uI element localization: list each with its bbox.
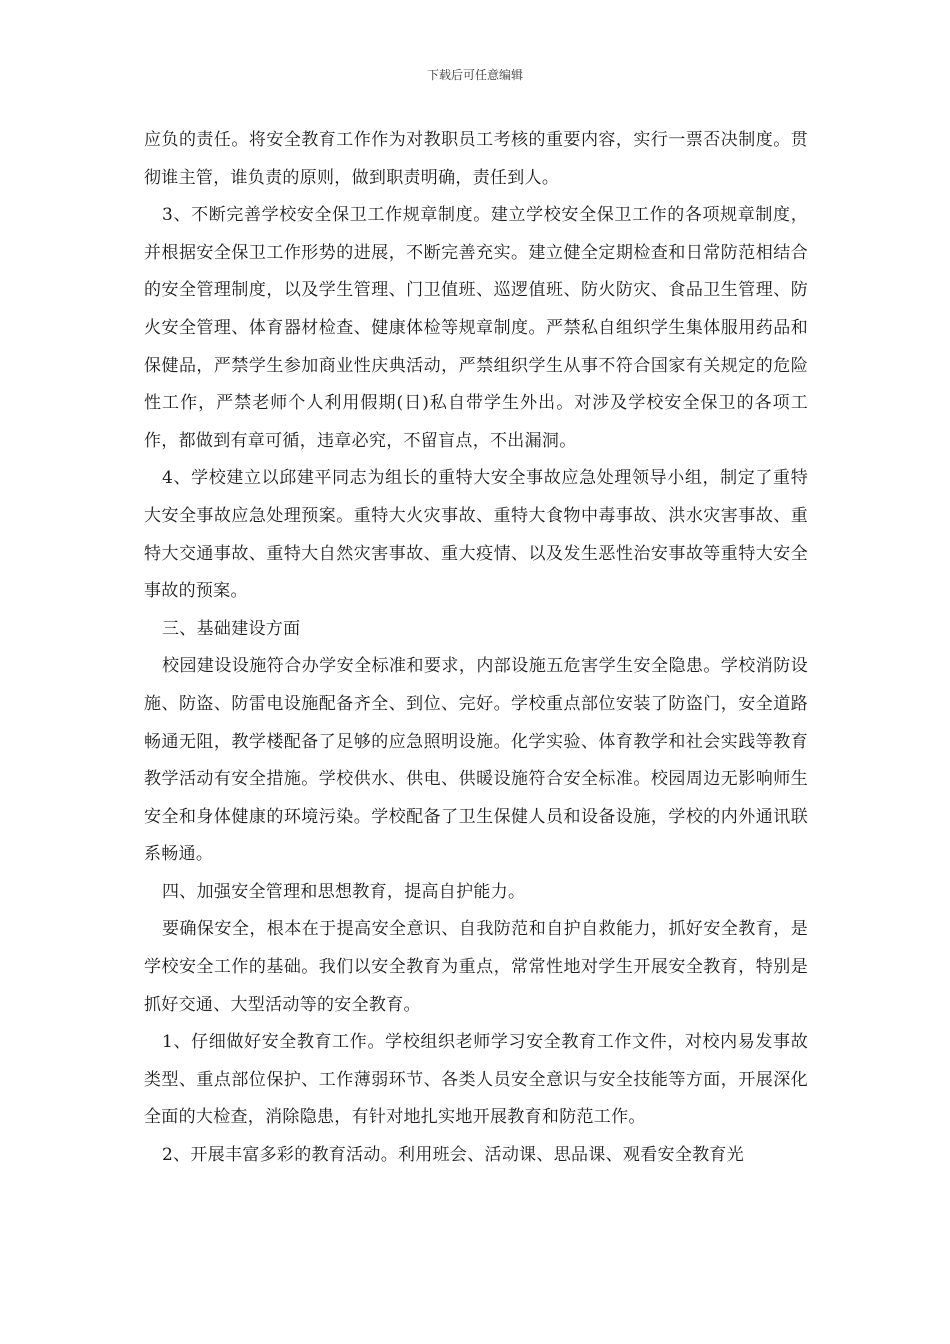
- paragraph: 应负的责任。将安全教育工作作为对教职员工考核的重要内容，实行一票否决制度。贯彻谁主管，谁负责的原则，做到职责明确，责任到人。: [144, 130, 808, 188]
- paragraph: 4、学校建立以邱建平同志为组长的重特大安全事故应急处理领导小组，制定了重特大安全事故应急处理预案。重特大火灾事故、重特大食物中毒事故、洪水灾害事故、重特大交通事故、重特大自然灾害事故、重大疫情、以及发生恶性治安事故等重特大安全事故的预案。: [144, 468, 808, 602]
- paragraph: 1、仔细做好安全教育工作。学校组织老师学习安全教育工作文件，对校内易发事故类型、重点部位保护、工作薄弱环节、各类人员安全意识与安全技能等方面，开展深化全面的大检查，消除隐患，有针对地扎实地开展教育和防范工作。: [144, 1032, 808, 1128]
- section-heading: 四、加强安全管理和思想教育，提高自护能力。: [162, 881, 526, 902]
- document-body: [144, 122, 808, 1175]
- paragraph: 3、不断完善学校安全保卫工作规章制度。建立学校安全保卫工作的各项规章制度，并根据安全保卫工作形势的进展，不断完善充实。建立健全定期检查和日常防范相结合的安全管理制度，以及学生管理、门卫值班、巡逻值班、防火防灾、食品卫生管理、防火安全管理、体育器材检查、健康体检等规章制度。严禁私自组织学生集体服用药品和保健品，严禁学生参加商业性庆典活动，严禁组织学生从事不符合国家有关规定的危险性工作，严禁老师个人利用假期(日)私自带学生外出。对涉及学校安全保卫的各项工作，都做到有章可循，违章必究，不留盲点，不出漏洞。: [144, 205, 808, 451]
- page-header: 下载后可任意编辑: [426, 68, 523, 82]
- paragraph: 2、开展丰富多彩的教育活动。利用班会、活动课、思品课、观看安全教育光: [162, 1145, 745, 1166]
- paragraph: 校园建设设施符合办学安全标准和要求，内部设施五危害学生安全隐患。学校消防设施、防盗、防雷电设施配备齐全、到位、完好。学校重点部位安装了防盗门，安全道路畅通无阻，教学楼配备了足够的应急照明设施。化学实验、体育教学和社会实践等教育教学活动有安全措施。学校供水、供电、供暖设施符合安全标准。校园周边无影响师生安全和身体健康的环境污染。学校配备了卫生保健人员和设备设施，学校的内外通讯联系畅通。: [144, 656, 808, 865]
- paragraph: 要确保安全，根本在于提高安全意识、自我防范和自护自救能力，抓好安全教育，是学校安全工作的基础。我们以安全教育为重点，常常性地对学生开展安全教育，特别是抓好交通、大型活动等的安全教育。: [144, 919, 808, 1015]
- section-heading: 三、基础建设方面: [162, 618, 301, 639]
